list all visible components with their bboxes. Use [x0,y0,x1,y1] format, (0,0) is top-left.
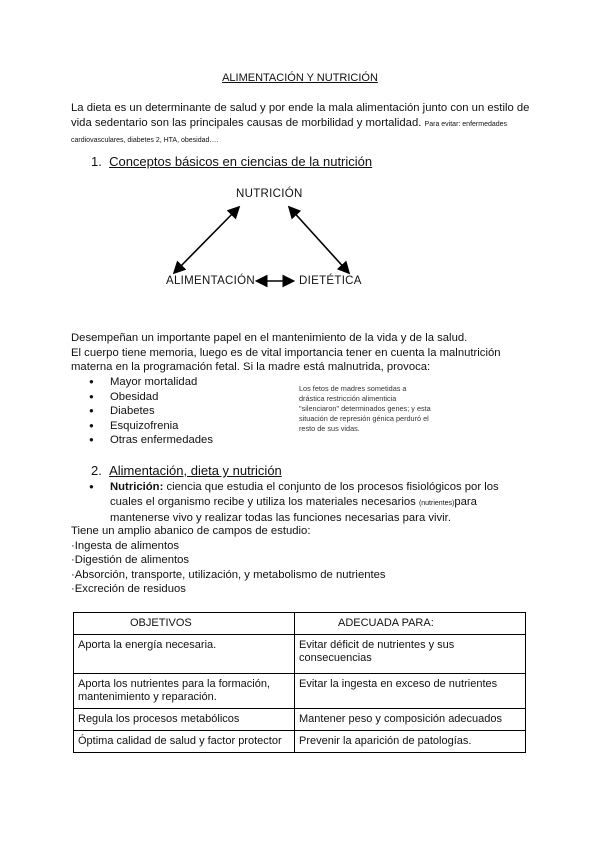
section-2-heading [91,463,282,478]
section-number: 1. [91,154,102,169]
objectives-table [73,612,526,753]
table-row [74,731,526,753]
term: Nutrición: [110,481,164,493]
table-cell: Evitar la ingesta en exceso de nutrientes [295,674,526,709]
table-row [74,709,526,731]
nutricion-definition [84,480,534,526]
table-cell: Mantener peso y composición adecuados [295,709,526,731]
list-item: ● Esquizofrenia [84,419,213,434]
diagram-dietetica: DIETÉTICA [299,275,362,287]
diagram-nutricion: NUTRICIÓN [236,188,303,200]
list-item: ·Ingesta de alimentos [71,539,180,552]
section-title: Conceptos básicos en ciencias de la nutrición [109,154,373,169]
list-item: ·Digestión de alimentos [71,554,190,566]
header-cell: ADECUADA PARA: [295,613,526,635]
para-2-text: Desempeñan un importante papel en el mantenimiento de la vida y de la salud. [71,332,468,344]
intro-text: La dieta es un determinante de salud y por ende la mala alimentación junto con un estilo de vida sedentario son las principales causas de morbilidad y mortalidad. [71,102,530,129]
table-cell: Aporta la energía necesaria. [74,635,295,674]
intro-paragraph [71,101,531,149]
section-number: 2. [91,463,102,478]
small-text: (nutrientes) [418,499,455,507]
definition-text-2: para mantenerse vivo y realizar todas las funciones necesarias para vivir. [110,495,477,524]
para-3-text: El cuerpo tiene memoria, luego es de vital importancia tener en cuenta la malnutrición materna en la programación fetal. Si la madre está malnutrida, provoca: [71,346,501,373]
document-title: ALIMENTACIÓN Y NUTRICIÓN [222,72,378,84]
table-cell: Óptima calidad de salud y factor protector [74,731,295,753]
table-cell: Evitar déficit de nutrientes y sus consecuencias [295,635,526,674]
table-cell: Prevenir la aparición de patologías. [295,731,526,753]
header-cell: OBJETIVOS [74,613,295,635]
campos-intro: Tiene un amplio abanico de campos de estudio: [71,525,311,537]
list-item: ·Absorción, transporte, utilización, y metabolismo de nutrientes [71,568,386,581]
intro-small-text: Para evitar: enfermedades cardiovasculares, diabetes 2, HTA, obesidad…. [71,120,508,144]
section-title: Alimentación, dieta y nutrición [109,463,282,478]
side-note: Los fetos de madres sometidas a drástica restricción alimenticia "silenciaron" determinados genes; y esta situación de represión génica perduró el resto de sus vidas. [299,384,431,433]
paragraph-2 [71,331,531,375]
table-row [74,635,526,674]
table-cell: Aporta los nutrientes para la formación, mantenimiento y reparación. [74,674,295,709]
definition-text: ciencia que estudia el conjunto de los procesos fisiológicos por los cuales el organismo recibe y utiliza los materiales necesarios [110,481,499,508]
list-item: ● Mayor mortalidad [84,375,213,390]
table-header [74,613,526,635]
list-item: ● Otras enfermedades [84,433,213,448]
campos-list [71,524,386,597]
list-item: ·Excreción de residuos [71,583,186,595]
effects-list [84,375,213,448]
list-item: ● Obesidad [84,390,213,405]
diagram-alimentacion: ALIMENTACIÓN [166,275,256,287]
table-row [74,674,526,709]
section-1-heading [91,154,372,169]
list-item: ● Diabetes [84,404,213,419]
arrow-nutricion-alimentacion [175,208,238,272]
table-cell: Regula los procesos metabólicos [74,709,295,731]
arrow-nutricion-dietetica [290,208,348,272]
